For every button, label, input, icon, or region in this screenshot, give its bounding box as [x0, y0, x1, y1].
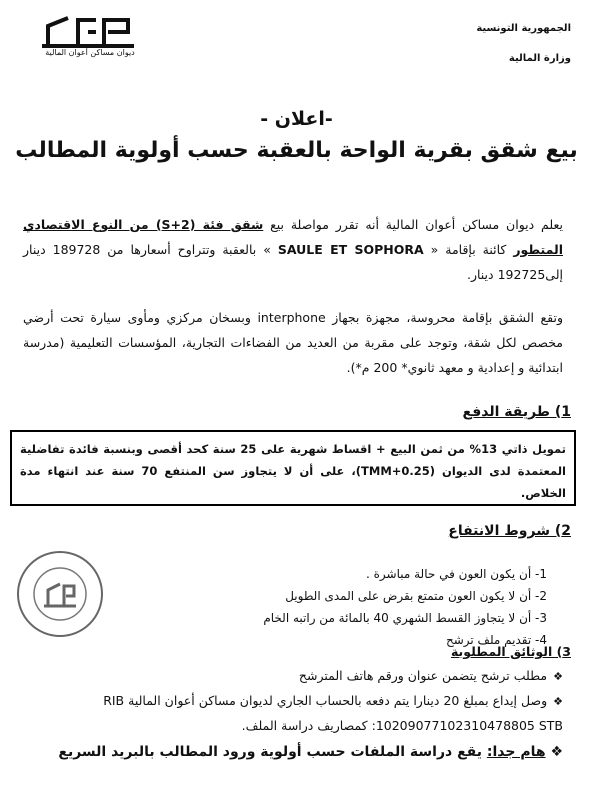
list-item: 3- أن لا يتجاوز القسط الشهري 40 بالمائة من راتبه الخام: [263, 611, 547, 625]
ministry-header: [476, 14, 571, 74]
list-item: 1- أن يكون العون في حالة مباشرة .: [366, 567, 547, 581]
payment-section-title: 1) طريقة الدفع: [462, 404, 571, 420]
residence-name: SAULE ET SOPHORA: [277, 242, 424, 257]
intro-paragraph: [23, 212, 563, 287]
description-paragraph: وتقع الشقق بإقامة محروسة، مجهزة بجهاز interphone وبسخان مركزي ومأوى سيارة تحت أرضي مخصص لكل شقة، وتوجد على مقربة من العديد من الفضاءات التجارية، المؤسسات التعليمية (مدرسة ابتدائية و إعدادية و معهد ثانوي* 200 م*).: [23, 310, 564, 375]
office-logo: [38, 10, 138, 66]
conditions-list: [187, 563, 547, 651]
conditions-section-title: 2) شروط الانتفاع: [448, 523, 571, 539]
logo-caption: ديوان مساكن أعوان المالية: [45, 48, 135, 57]
official-stamp: [14, 548, 106, 640]
important-note: [23, 744, 563, 760]
intro-part1: يعلم ديوان مساكن أعوان المالية أنه تقرر مواصلة بيع: [263, 217, 563, 232]
documents-list: [23, 664, 563, 738]
ministry-label: وزارة المالية: [508, 53, 571, 64]
page-title: بيع شقق بقرية الواحة بالعقبة حسب أولوية المطالب: [15, 138, 578, 163]
payment-box: تمويل ذاتي 13% من ثمن البيع + اقساط شهرية على 25 سنة كحد أقصى وبنسبة فائدة تفاضلية المعتمدة لدى الديوان (TMM+0.25)، على أن لا يتجاوز سن المنتفع 70 سنة عند انتهاء مدة الخلاص.: [10, 430, 576, 506]
apartment-type: شقق فئة (S+2) من النوع الاقتصادي المتطور: [23, 217, 563, 257]
announcement-label: -اعلان -: [260, 108, 333, 130]
list-item: ❖ وصل إيداع بمبلغ 20 دينارا يتم دفعه بالحساب الجاري لديوان مساكن أعوان المالية RIB :10209077102310478805 STB كمصاريف دراسة الملف.: [23, 689, 563, 738]
intro-part3: » بالعقبة وتتراوح أسعارها من 189728 دينار إلى192725 دينار.: [23, 242, 563, 282]
republic-label: الجمهورية التونسية: [476, 23, 571, 34]
list-item: 4- تقديم ملف ترشح: [445, 633, 547, 647]
list-item: 2- أن لا يكون العون متمتع بقرض على المدى الطويل: [285, 589, 547, 603]
diamond-bullet-icon: ❖: [550, 744, 563, 760]
intro-part2: كائنة بإقامة «: [423, 242, 514, 257]
important-label: هام جدا:: [486, 744, 546, 760]
list-item: ❖ مطلب ترشح يتضمن عنوان ورقم هاتف المترشح: [23, 664, 563, 689]
documents-section-title: 3) الوثائق المطلوبة: [450, 644, 571, 659]
important-text: يقع دراسة الملفات حسب أولوية ورود المطالب بالبريد السريع: [58, 744, 487, 760]
